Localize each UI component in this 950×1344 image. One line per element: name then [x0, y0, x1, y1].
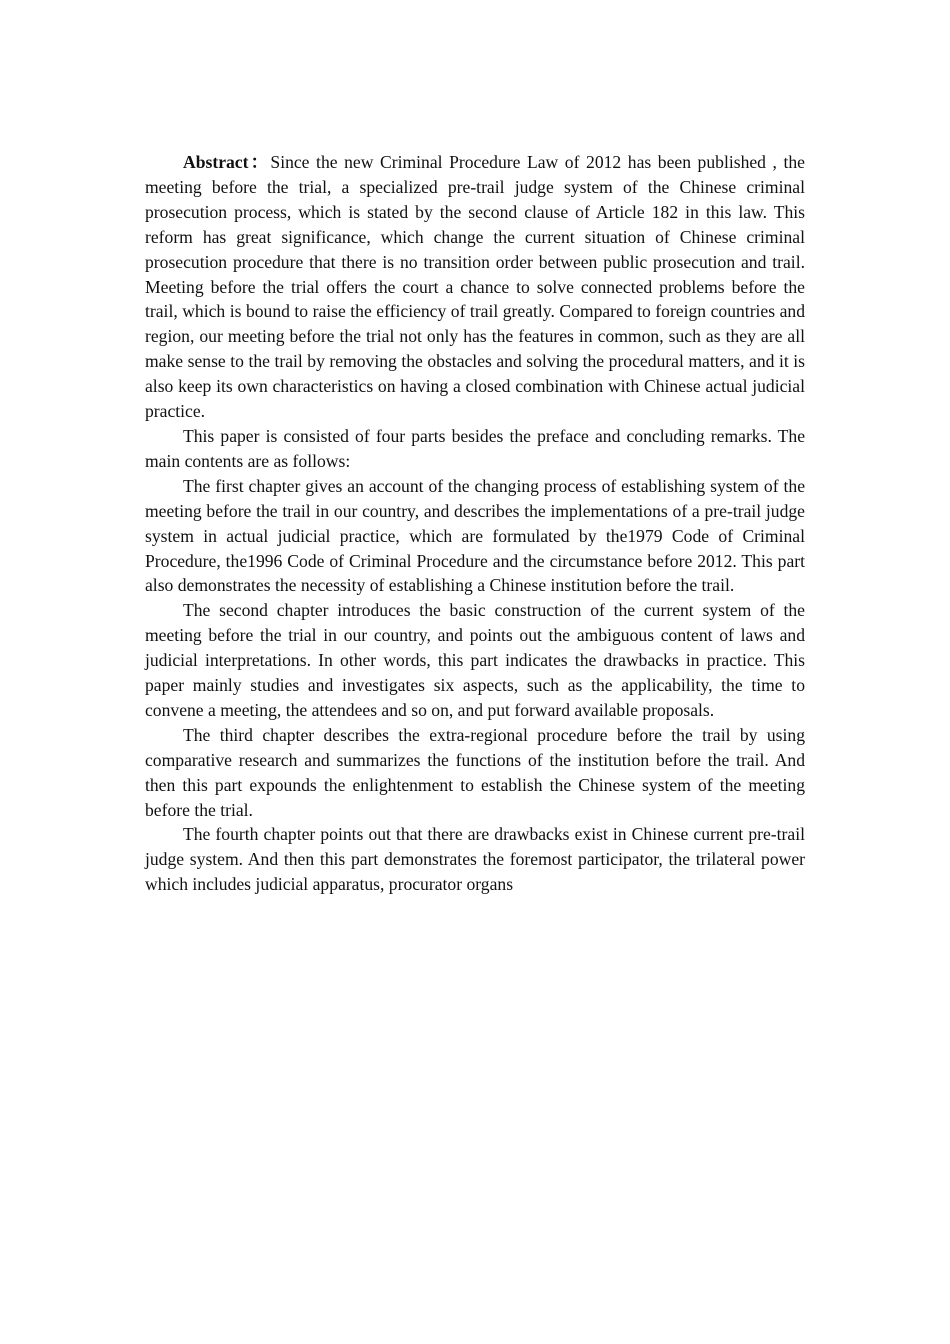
chapter-one-paragraph: The first chapter gives an account of the changing process of establishing system of the meeting before the trail in our country, and describes the implementations of a pre-trail judge system in actual judicial practice, which are formulated by the1979 Code of Criminal Procedure, the1996 Code of Criminal Procedure and the circumstance before 2012. This part also demonstrates the necessity of establishing a Chinese institution before the trail. [145, 475, 805, 596]
chapter-three-paragraph: The third chapter describes the extra-regional procedure before the trail by using comparative research and summarizes the functions of the institution before the trail. And then this part expounds the enlightenment to establish the Chinese system of the meeting before the trial. [145, 724, 805, 820]
abstract-label: Abstract： [183, 152, 271, 172]
chapter-two-paragraph: The second chapter introduces the basic construction of the current system of the meeting before the trial in our country, and points out the ambiguous content of laws and judicial interpretations. In other words, this part indicates the drawbacks in practice. This paper mainly studies and investigates six aspects, such as the applicability, the time to convene a meeting, the attendees and so on, and put forward available proposals. [145, 600, 805, 720]
abstract-text: Since the new Criminal Procedure Law of 2012 has been published , the meeting before the trial, a specialized pre-trail judge system of the Chinese criminal prosecution process, which is stated by the second clause of Article 182 in this law. This reform has great significance, which change the current situation of Chinese criminal prosecution procedure that there is no transition order between public prosecution and trail. Meeting before the trial offers the court a chance to solve connected problems before the trail, which is bound to raise the efficiency of trail greatly. Compared to foreign countries and region, our meeting before the trial not only has the features in common, such as they are all make sense to the trail by removing the obstacles and solving the procedural matters, and it is also keep its own characteristics on having a closed combination with Chinese actual judicial practice. [145, 152, 805, 422]
abstract-paragraph [145, 150, 805, 424]
paper-structure-paragraph: This paper is consisted of four parts besides the preface and concluding remarks. The main contents are as follows: [145, 425, 805, 471]
abstract-body [145, 150, 805, 897]
chapter-four-paragraph: The fourth chapter points out that there are drawbacks exist in Chinese current pre-trail judge system. And then this part demonstrates the foremost participator, the trilateral power which includes judicial apparatus, procurator organs [145, 824, 805, 895]
